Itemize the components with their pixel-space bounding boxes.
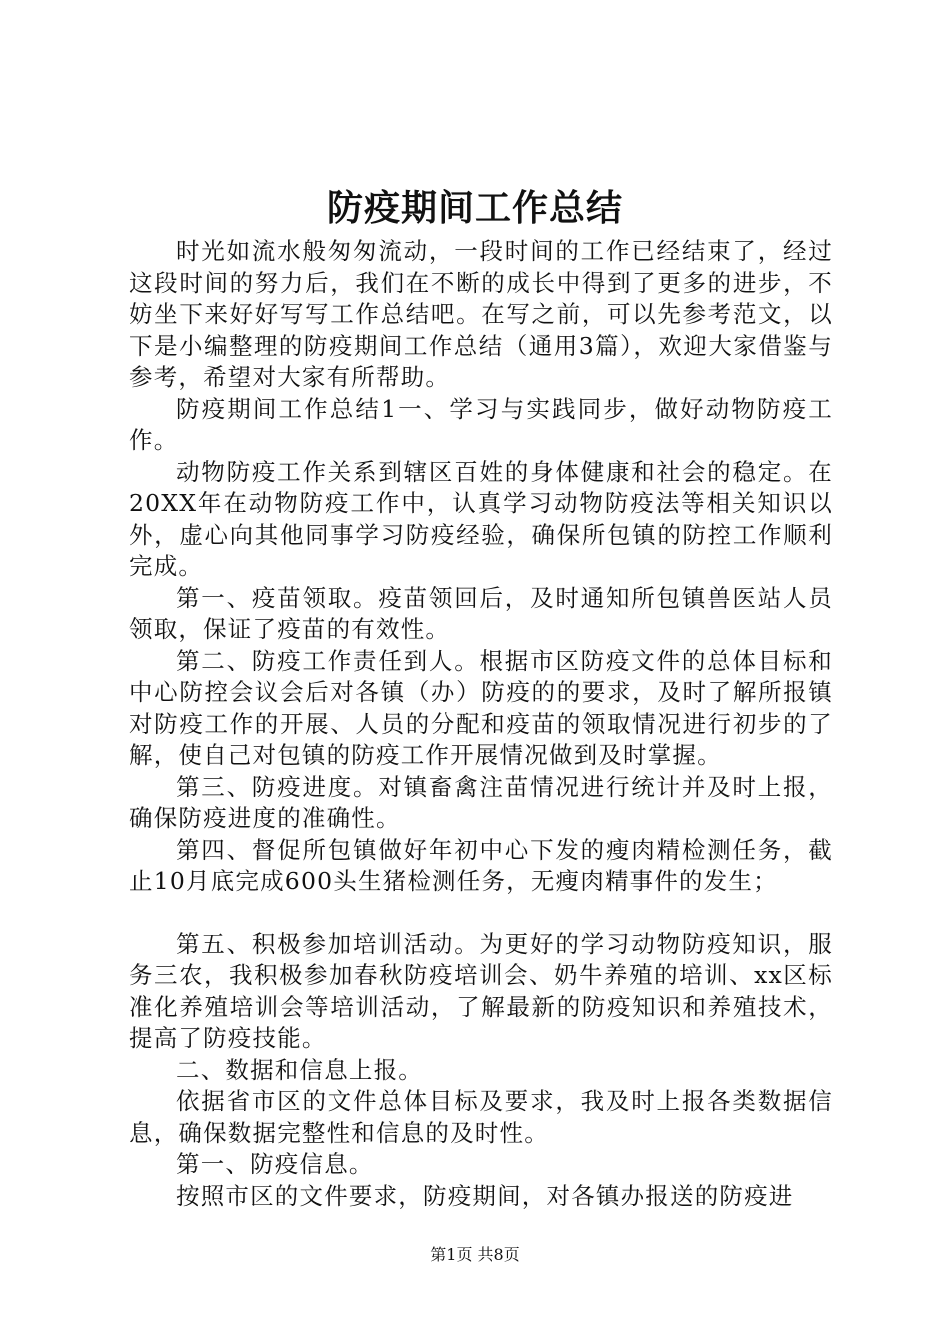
- paragraph: 按照市区的文件要求，防疫期间，对各镇办报送的防疫进: [176, 1181, 794, 1210]
- paragraph-section-1-heading: 防疫期间工作总结1一、学习与实践同步，做好动物防疫工作。: [129, 394, 833, 454]
- paragraph-gap: [129, 898, 833, 929]
- paragraph: 第三、防疫进度。对镇畜禽注苗情况进行统计并及时上报，确保防疫进度的准确性。: [129, 772, 833, 832]
- page-number-footer: 第1页 共8页: [430, 1245, 520, 1264]
- paragraph: 第四、督促所包镇做好年初中心下发的瘦肉精检测任务，截止10月底完成600头生猪检测任务，无瘦肉精事件的发生；: [129, 835, 833, 895]
- paragraph: 第二、防疫工作责任到人。根据市区防疫文件的总体目标和中心防控会议会后对各镇（办）防疫的的要求，及时了解所报镇对防疫工作的开展、人员的分配和疫苗的领取情况进行初步的了解，使自己对包镇的防疫工作开展情况做到及时掌握。: [129, 646, 833, 769]
- paragraph: 依据省市区的文件总体目标及要求，我及时上报各类数据信息，确保数据完整性和信息的及时性。: [129, 1087, 833, 1147]
- document-body: [129, 236, 833, 1212]
- paragraph: 第五、积极参加培训活动。为更好的学习动物防疫知识，服务三农，我积极参加春秋防疫培训会、奶牛养殖的培训、xx区标准化养殖培训会等培训活动，了解最新的防疫知识和养殖技术，提高了防疫技能。: [129, 929, 833, 1052]
- paragraph-subheading: 第一、防疫信息。: [176, 1150, 374, 1178]
- paragraph: 动物防疫工作关系到辖区百姓的身体健康和社会的稳定。在20XX年在动物防疫工作中，认真学习动物防疫法等相关知识以外，虚心向其他同事学习防疫经验，确保所包镇的防控工作顺利完成。: [129, 457, 833, 580]
- paragraph-intro: 时光如流水般匆匆流动，一段时间的工作已经结束了，经过这段时间的努力后，我们在不断的成长中得到了更多的进步，不妨坐下来好好写写工作总结吧。在写之前，可以先参考范文，以下是小编整理的防疫期间工作总结（通用3篇），欢迎大家借鉴与参考，希望对大家有所帮助。: [129, 237, 833, 391]
- paragraph-section-2-heading: 二、数据和信息上报。: [176, 1055, 423, 1084]
- document-title: 防疫期间工作总结: [326, 187, 623, 229]
- paragraph: 第一、疫苗领取。疫苗领回后，及时通知所包镇兽医站人员领取，保证了疫苗的有效性。: [129, 583, 833, 643]
